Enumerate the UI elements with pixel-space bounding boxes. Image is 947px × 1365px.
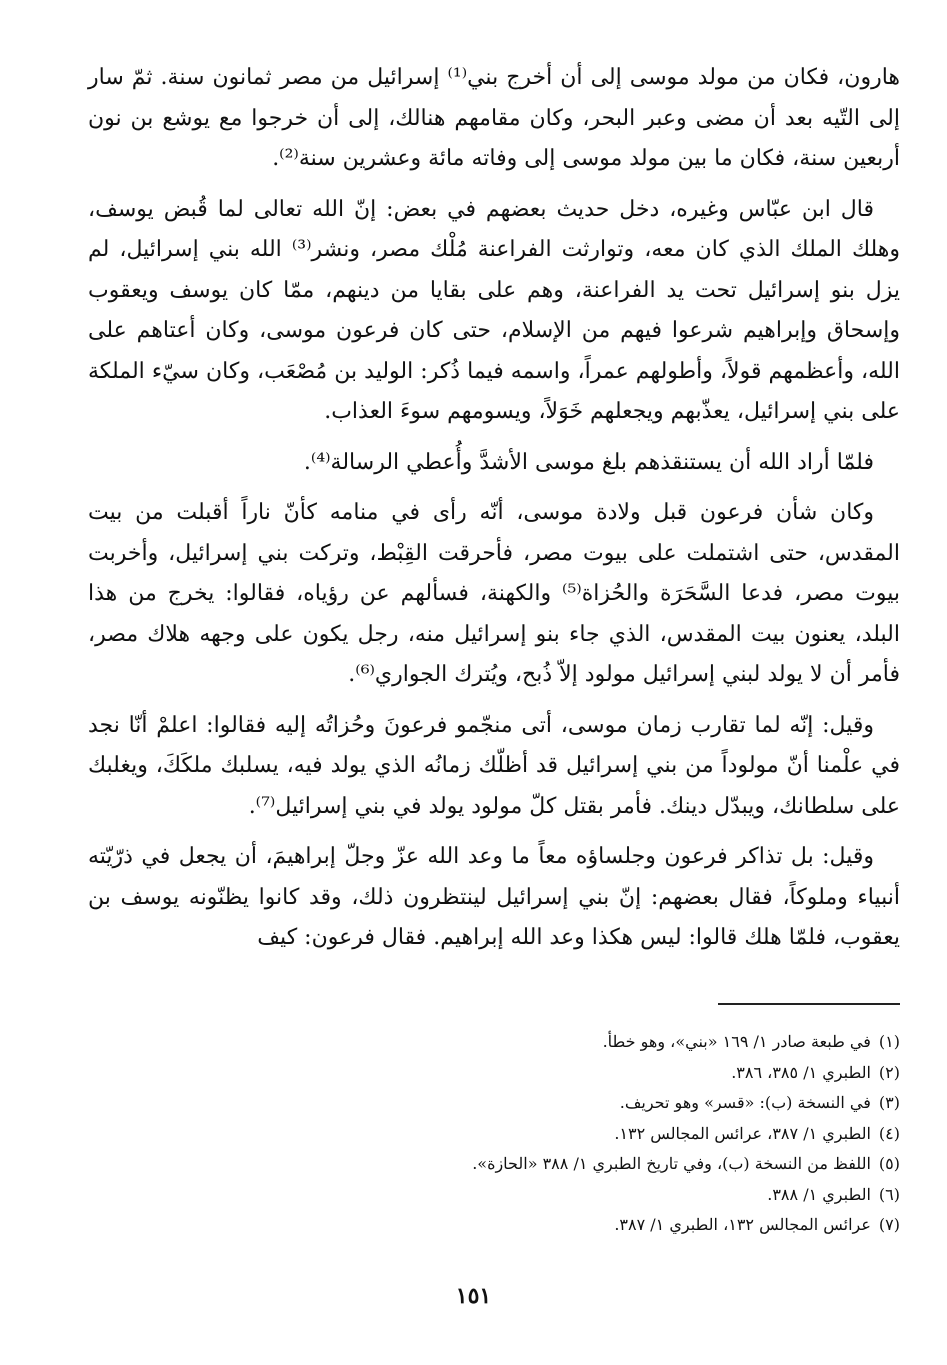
footnote: (٥)اللفظ من النسخة (ب)، وفي تاريخ الطبري ١/ ٣٨٨ «الحازة». bbox=[472, 1154, 900, 1173]
paragraph-6: وقيل: بل تذاكر فرعون وجلساؤه معاً ما وعد الله عزّ وجلّ إبراهيمَ، أن يجعل في ذرّيّته أنبياء وملوكاً، فقال بعضهم: إنّ بني إسرائيل لينتظرون ذلك، وقد كانوا يظنّونه يوسف بن يعقوب، فلمّا هلك قالوا: ليس هكذا وعد الله إبراهيم. فقال فرعون: كيف bbox=[88, 844, 900, 950]
page-number: ١٥١ bbox=[455, 1283, 492, 1309]
footnote: (٢)الطبري ١/ ٣٨٥، ٣٨٦. bbox=[731, 1062, 900, 1082]
paragraph-1: هارون، فكان من مولد موسى إلى أن أخرج بني⁽¹⁾ إسرائيل من مصر ثمانون سنة. ثمّ سار إلى التّيه بعد أن مضى وعبر البحر، وكان مقامهم هنالك، إلى أن خرجوا مع يوشع بن نون أربعين سنة، فكان ما بين مولد موسى إلى وفاته مائة وعشرين سنة⁽²⁾. bbox=[88, 65, 900, 171]
paragraph-3: فلمّا أراد الله أن يستنقذهم بلغ موسى الأشدَّ وأُعطي الرسالة⁽⁴⁾. bbox=[303, 449, 874, 475]
main-text bbox=[88, 58, 900, 969]
paragraph-2: قال ابن عبّاس وغيره، دخل حديث بعضهم في بعض: إنّ الله تعالى لما قُبض يوسف، وهلك الملك الذي كان معه، وتوارثت الفراعنة مُلْك مصر، ونشر⁽³⁾ الله بني إسرائيل، لم يزل بنو إسرائيل تحت يد الفراعنة، وهم على بقايا من دينهم، ممّا كان يوسف ويعقوب وإسحاق وإبراهيم شرعوا فيهم من الإسلام، حتى كان فرعون موسى، وكان أعتاهم على الله، وأعظمهم قولاً، وأطولهم عمراً، واسمه فيما ذُكر: الوليد بن مُصْعَب، وكان سيّء الملكة على بني إسرائيل، يعذّبهم ويجعلهم خَوَلاً، ويسومهم سوءَ العذاب. bbox=[88, 196, 900, 424]
footnotes bbox=[88, 1027, 900, 1241]
paragraph-4: وكان شأن فرعون قبل ولادة موسى، أنّه رأى في منامه كأنّ ناراً أقبلت من بيت المقدس، حتى اشتملت على بيوت مصر، فأحرقت القِبْط، وتركت بني إسرائيل، وأخربت بيوت مصر، فدعا السَّحَرَة والحُزاة⁽⁵⁾ والكهنة، فسألهم عن رؤياه، فقالوا: يخرج من هذا البلد، يعنون بيت المقدس، الذي جاء بنو إسرائيل منه، رجل يكون على وجهه هلاك مصر، فأمر أن لا يولد لبني إسرائيل مولود إلاّ ذُبح، ويُترك الجواري⁽⁶⁾. bbox=[88, 500, 901, 687]
paragraph-5: وقيل: إنّه لما تقارب زمان موسى، أتى منجّمو فرعونَ وحُزاتُه إليه فقالوا: اعلمْ أنّا نجد في علْمنا أنّ مولوداً من بني إسرائيل قد أظلّك زمانُه الذي يولد فيه، يسلبك ملكَكَ، ويغلبك على سلطانك، ويبدّل دينك. فأمر بقتل كلّ مولود يولد في بني إسرائيل⁽⁷⁾. bbox=[88, 712, 900, 819]
footnote: (٦)الطبري ١/ ٣٨٨. bbox=[767, 1184, 900, 1204]
footnote-separator bbox=[718, 1003, 900, 1005]
footnote: (٧)عرائس المجالس ١٣٢، الطبري ١/ ٣٨٧. bbox=[614, 1215, 900, 1234]
footnote: (٤)الطبري ١/ ٣٨٧، عرائس المجالس ١٣٢. bbox=[614, 1123, 900, 1143]
footnote: (٣)في النسخة (ب): «قسر» وهو تحريف. bbox=[619, 1093, 900, 1112]
footnote: (١)في طبعة صادر ١/ ١٦٩ «بني»، وهو خطأ. bbox=[602, 1032, 900, 1051]
